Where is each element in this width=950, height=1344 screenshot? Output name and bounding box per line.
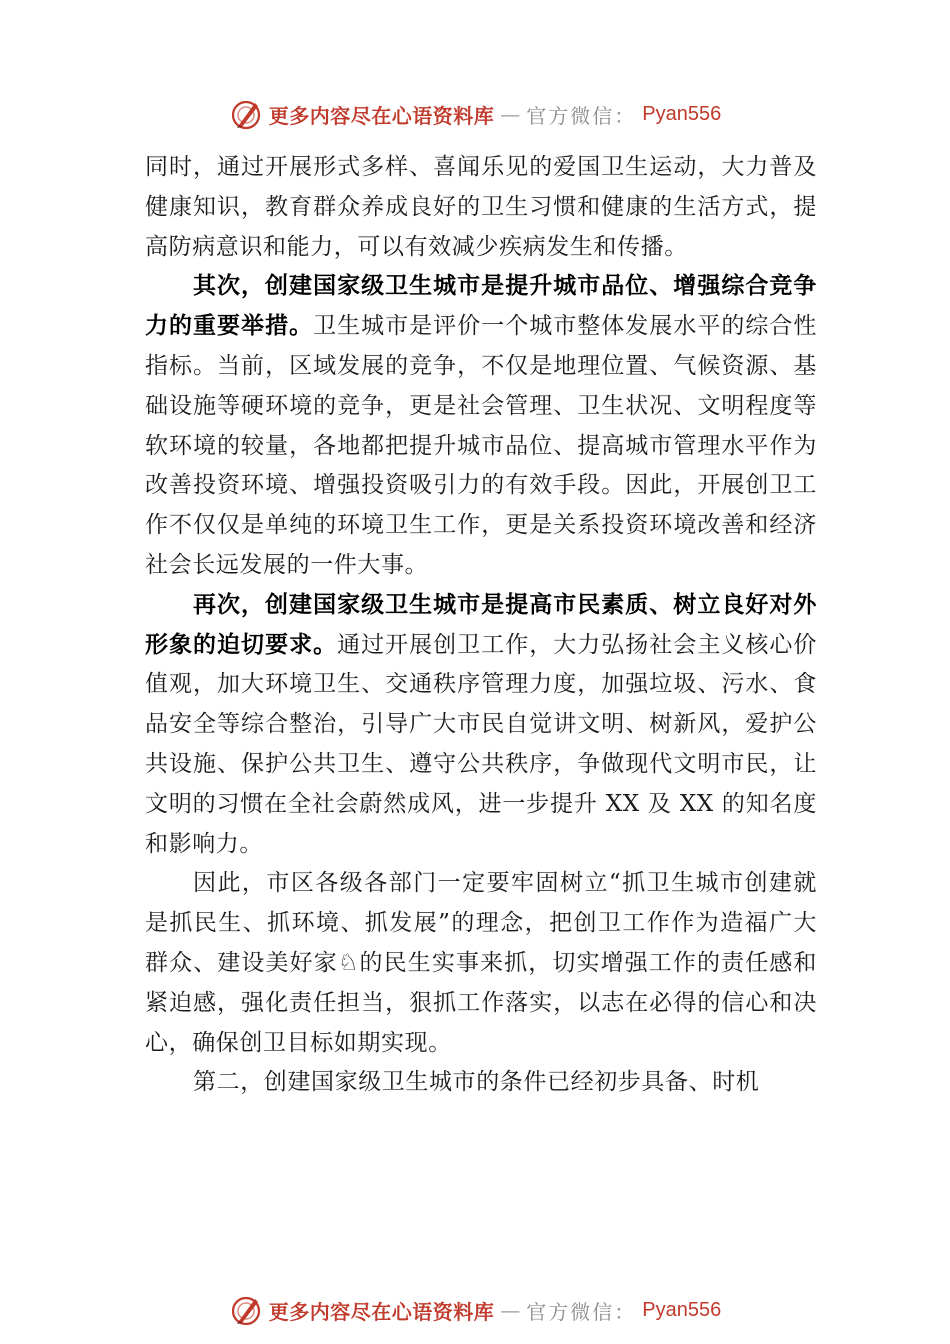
- watermark-site-text: 更多内容尽在心语资料库: [268, 103, 495, 128]
- watermark-official-label: 官方微信：: [526, 103, 637, 128]
- paragraph-1-text: 同时，通过开展形式多样、喜闻乐见的爱国卫生运动，大力普及健康知识，教育群众养成良好的卫生习惯和健康的生活方式，提高防病意识和能力，可以有效减少疾病发生和传播。: [145, 154, 817, 260]
- paragraph-2-text: 卫生城市是评价一个城市整体发展水平的综合性指标。当前，区域发展的竞争，不仅是地理位置、气候资源、基础设施等硬环境的竞争，更是社会管理、卫生状况、文明程度等软环境的较量，各地都把提升城市品位、提高城市管理水平作为改善投资环境、增强投资吸引力的有效手段。因此，开展创卫工作不仅仅是单纯的环境卫生工作，更是关系投资环境改善和经济社会长远发展的一件大事。: [145, 313, 817, 578]
- watermark-dash: —: [500, 102, 521, 126]
- watermark-site-text: 更多内容尽在心语资料库: [268, 1299, 495, 1324]
- paragraph-4: [145, 864, 817, 1063]
- footer-watermark: [0, 1288, 950, 1332]
- paragraph-3-text: 通过开展创卫工作，大力弘扬社会主义核心价值观，加大环境卫生、交通秩序管理力度，加强垃圾、污水、食品安全等综合整治，引导广大市民自觉讲文明、树新风，爱护公共设施、保护公共卫生、遵守公共秩序，争做现代文明市民，让文明的习惯在全社会蔚然成风，进一步提升 XX 及 XX 的知名度和影响力。: [145, 631, 817, 857]
- paragraph-2: [145, 267, 817, 585]
- paragraph-4-text: 因此，市区各级各部门一定要牢固树立“抓卫生城市创建就是抓民生、抓环境、抓发展”的理念，把创卫工作作为造福广大群众、建设美好家♘的民生实事来抓，切实增强工作的责任感和紧迫感，强化责任担当，狠抓工作落实，以志在必得的信心和决心，确保创卫目标如期实现。: [145, 870, 817, 1056]
- paragraph-2-lead: 其次，创建国家级卫生城市是提升城市品位、增强综合竞争力的重要举措。: [145, 273, 817, 340]
- paragraph-5: [145, 1063, 817, 1103]
- watermark-account-id: Pyan556: [642, 102, 722, 125]
- paragraph-3-lead: 再次，创建国家级卫生城市是提高市民素质、树立良好对外形象的迫切要求。: [145, 591, 817, 658]
- pen-logo-icon: [229, 1293, 263, 1327]
- watermark-dash: —: [500, 1298, 521, 1322]
- paragraph-3: [145, 586, 817, 865]
- watermark-official-label: 官方微信：: [526, 1299, 637, 1324]
- paragraph-5-text: 第二，创建国家级卫生城市的条件已经初步具备、时机: [193, 1069, 760, 1096]
- paragraph-1: [145, 148, 817, 267]
- header-watermark: [0, 92, 950, 136]
- watermark-account-id: Pyan556: [642, 1298, 722, 1321]
- document-body: [145, 148, 817, 1103]
- pen-logo-icon: [229, 97, 263, 131]
